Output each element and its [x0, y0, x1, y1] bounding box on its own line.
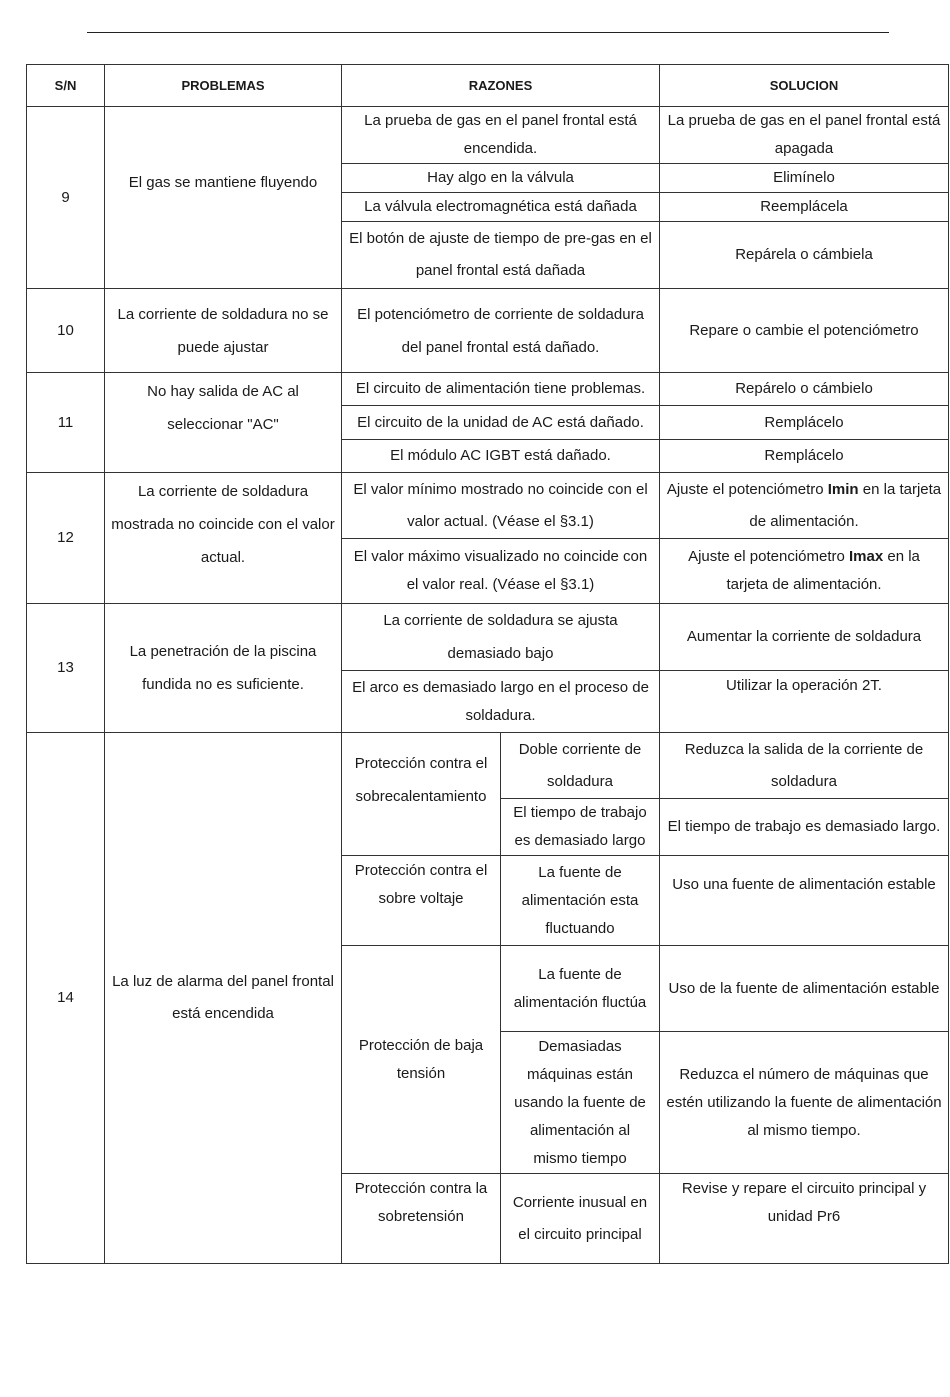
row-number: 10 [27, 289, 105, 373]
header-solution: SOLUCION [660, 65, 949, 107]
solution-cell: Utilizar la operación 2T. [660, 671, 949, 733]
solution-cell: La prueba de gas en el panel frontal está apagada [660, 107, 949, 164]
solution-cell: Revise y repare el circuito principal y unidad Pr6 [660, 1174, 949, 1264]
solution-cell: Repare o cambie el potenciómetro [660, 289, 949, 373]
protection-type: Protección contra el sobre voltaje [342, 856, 501, 946]
solution-cell: Remplácelo [660, 440, 949, 473]
reason-cell: El arco es demasiado largo en el proceso de soldadura. [342, 671, 660, 733]
solution-text: en la tarjeta de alimentación. [749, 480, 942, 530]
top-rule [87, 32, 889, 33]
troubleshooting-table [26, 64, 949, 1264]
solution-cell [660, 539, 949, 604]
reason-cell: El circuito de la unidad de AC está dañado. [342, 406, 660, 440]
reason-cell: El valor máximo visualizado no coincide con el valor real. (Véase el §3.1) [342, 539, 660, 604]
row-number: 12 [27, 473, 105, 604]
header-row [27, 65, 949, 107]
solution-text: Ajuste el potenciómetro [688, 548, 849, 565]
reason-cell: Hay algo en la válvula [342, 164, 660, 193]
row-number: 13 [27, 604, 105, 733]
reason-cell: La válvula electromagnética está dañada [342, 193, 660, 222]
reason-cell: El valor mínimo mostrado no coincide con el valor actual. (Véase el §3.1) [342, 473, 660, 539]
reason-cell: El circuito de alimentación tiene problemas. [342, 373, 660, 406]
problem-cell: La corriente de soldadura no se puede ajustar [105, 289, 342, 373]
solution-cell: Aumentar la corriente de soldadura [660, 604, 949, 671]
row-number: 9 [27, 107, 105, 289]
solution-emphasis: Imin [827, 480, 859, 498]
header-reasons: RAZONES [342, 65, 660, 107]
solution-cell: Uso una fuente de alimentación estable [660, 856, 949, 946]
cause-cell: La fuente de alimentación esta fluctuando [501, 856, 660, 946]
reason-cell: El potenciómetro de corriente de soldadura del panel frontal está dañado. [342, 289, 660, 373]
solution-cell: Reemplácela [660, 193, 949, 222]
problem-cell: La luz de alarma del panel frontal está encendida [105, 733, 342, 1264]
protection-type: Protección de baja tensión [342, 946, 501, 1174]
solution-cell: Reduzca el número de máquinas que estén utilizando la fuente de alimentación al mismo tiempo. [660, 1032, 949, 1174]
reason-cell: La corriente de soldadura se ajusta demasiado bajo [342, 604, 660, 671]
protection-type: Protección contra el sobrecalentamiento [342, 733, 501, 856]
reason-cell: El módulo AC IGBT está dañado. [342, 440, 660, 473]
table-row [27, 373, 949, 406]
solution-cell: Elimínelo [660, 164, 949, 193]
problem-cell: La corriente de soldadura mostrada no coincide con el valor actual. [105, 473, 342, 604]
problem-cell: La penetración de la piscina fundida no es suficiente. [105, 604, 342, 733]
row-number: 11 [27, 373, 105, 473]
reason-cell: El botón de ajuste de tiempo de pre-gas en el panel frontal está dañada [342, 222, 660, 289]
solution-cell [660, 473, 949, 539]
problem-cell: No hay salida de AC al seleccionar "AC" [105, 373, 342, 473]
solution-cell: Repárela o cámbiela [660, 222, 949, 289]
solution-cell: Remplácelo [660, 406, 949, 440]
table-row [27, 473, 949, 539]
cause-cell: La fuente de alimentación fluctúa [501, 946, 660, 1032]
solution-emphasis: Imax [849, 548, 884, 565]
cause-cell: Corriente inusual en el circuito principal [501, 1174, 660, 1264]
solution-cell: Uso de la fuente de alimentación estable [660, 946, 949, 1032]
table-row [27, 604, 949, 671]
header-sn: S/N [27, 65, 105, 107]
table-row [27, 289, 949, 373]
table-row [27, 107, 949, 164]
table-row [27, 733, 949, 799]
protection-type: Protección contra la sobretensión [342, 1174, 501, 1264]
cause-cell: El tiempo de trabajo es demasiado largo [501, 799, 660, 856]
solution-text: Ajuste el potenciómetro [666, 480, 828, 498]
row-number: 14 [27, 733, 105, 1264]
solution-text: en la tarjeta de alimentación. [726, 548, 920, 593]
header-problems: PROBLEMAS [105, 65, 342, 107]
solution-cell: Reduzca la salida de la corriente de soldadura [660, 733, 949, 799]
reason-cell: La prueba de gas en el panel frontal está encendida. [342, 107, 660, 164]
cause-cell: Demasiadas máquinas están usando la fuente de alimentación al mismo tiempo [501, 1032, 660, 1174]
solution-cell: Repárelo o cámbielo [660, 373, 949, 406]
problem-cell: El gas se mantiene fluyendo [105, 107, 342, 289]
solution-cell: El tiempo de trabajo es demasiado largo. [660, 799, 949, 856]
cause-cell: Doble corriente de soldadura [501, 733, 660, 799]
